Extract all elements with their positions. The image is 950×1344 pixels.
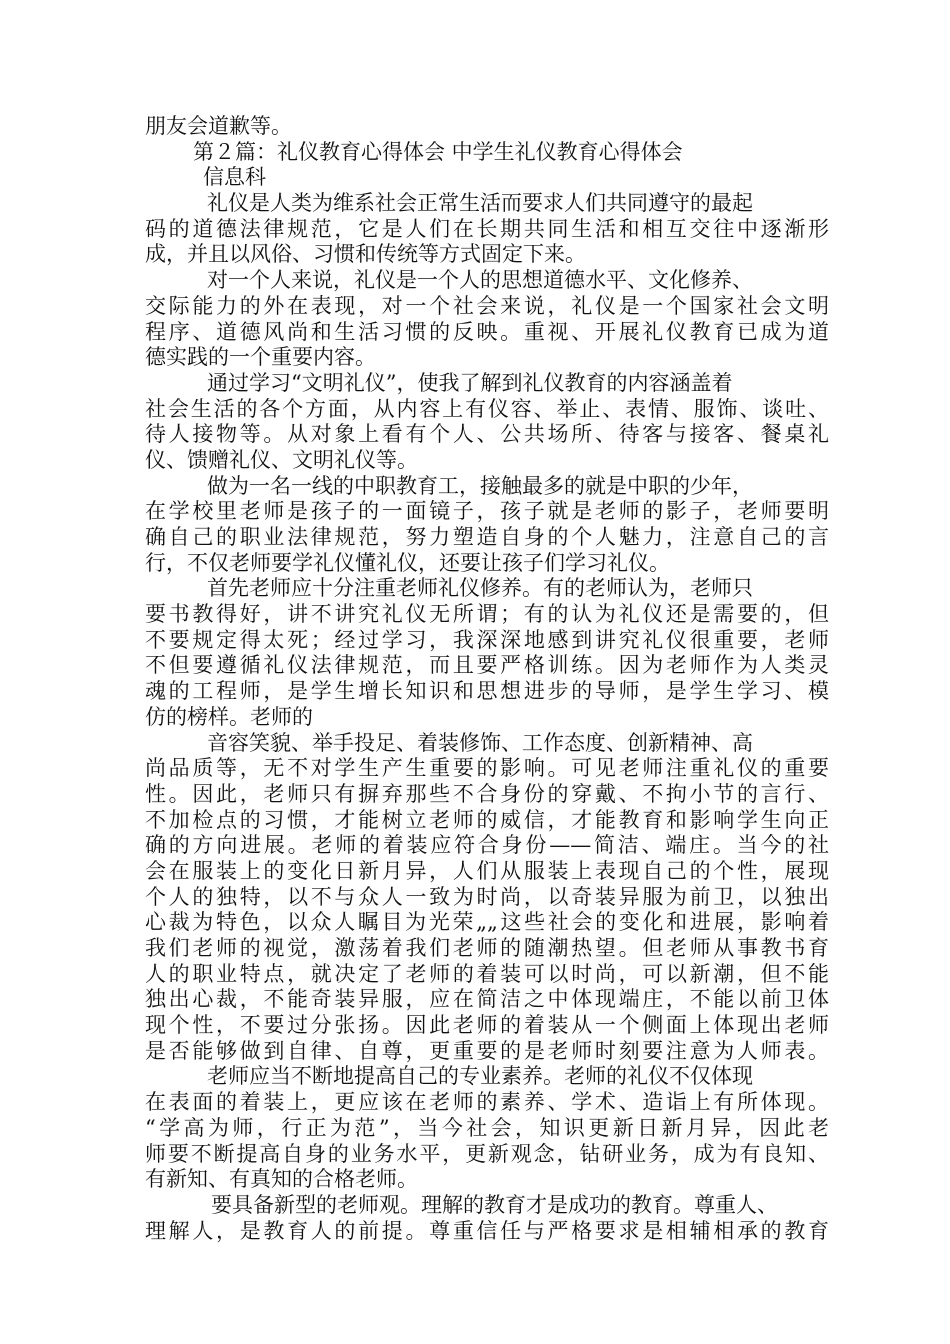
text-line: 确的方向进展。老师的着装应符合身份——简洁、端庄。当今的社 <box>145 833 829 858</box>
text-line: 在学校里老师是孩子的一面镜子，孩子就是老师的影子，老师要明 <box>145 499 829 524</box>
text-line: 不但要遵循礼仪法律规范，而且要严格训练。因为老师作为人类灵 <box>145 653 829 678</box>
text-line: 尚品质等，无不对学生产生重要的影响。可见老师注重礼仪的重要 <box>145 756 829 781</box>
text-line: 仿的榜样。老师的 <box>145 704 313 729</box>
text-line: 是否能够做到自律、自尊，更重要的是老师时刻要注意为人师表。 <box>145 1038 829 1063</box>
text-line: 首先老师应十分注重老师礼仪修养。有的老师认为，老师只 <box>207 576 753 601</box>
text-line: 朋友会道歉等。 <box>145 114 292 138</box>
text-line: 对一个人来说，礼仪是一个人的思想道德水平、文化修养、 <box>207 268 753 293</box>
text-line: 不加检点的习惯，才能树立老师的威信，才能教育和影响学生向正 <box>145 807 829 832</box>
text-line: 社会生活的各个方面，从内容上有仪容、举止、表情、服饰、谈吐、 <box>145 396 829 421</box>
text-line: 人的职业特点，就决定了老师的着装可以时尚，可以新潮，但不能 <box>145 961 829 986</box>
text-line: 个人的独特，以不与众人一致为时尚，以奇装异服为前卫，以独出 <box>145 884 829 909</box>
text-line: 理解人，是教育人的前提。尊重信任与严格要求是相辅相承的教育 <box>145 1218 829 1243</box>
text-line: 交际能力的外在表现，对一个社会来说，礼仪是一个国家社会文明 <box>145 293 829 318</box>
department-label: 信息科 <box>203 165 266 190</box>
text-line: 我们老师的视觉，激荡着我们老师的随潮热望。但老师从事教书育 <box>145 936 829 960</box>
text-line: 确自己的职业法律规范，努力塑造自身的个人魅力，注意自己的言 <box>145 525 829 549</box>
text-line: 程序、道德风尚和生活习惯的反映。重视、开展礼仪教育已成为道 <box>145 319 829 344</box>
text-line: 做为一名一线的中职教育工，接触最多的就是中职的少年， <box>207 473 753 498</box>
text-line: 要书教得好，讲不讲究礼仪无所谓；有的认为礼仪还是需要的，但 <box>145 602 829 627</box>
text-line: 码的道德法律规范，它是人们在长期共同生活和相互交往中逐渐形 <box>145 216 829 241</box>
text-line: 音容笑貌、举手投足、着装修饰、工作态度、创新精神、高 <box>207 730 753 755</box>
text-line: “学高为师，行正为范”，当今社会，知识更新日新月异，因此老 <box>145 1115 829 1140</box>
text-line: 仪、馈赠礼仪、文明礼仪等。 <box>145 447 418 472</box>
text-line: 老师应当不断地提高自己的专业素养。老师的礼仪不仅体现 <box>207 1064 753 1089</box>
text-line: 性。因此，老师只有摒弃那些不合身份的穿戴、不拘小节的言行、 <box>145 781 829 806</box>
document-page <box>145 114 829 1244</box>
text-line: 独出心裁，不能奇装异服，应在简洁之中体现端庄，不能以前卫体 <box>145 987 829 1012</box>
text-line: 有新知、有真知的合格老师。 <box>145 1167 418 1192</box>
text-line: 通过学习“文明礼仪”，使我了解到礼仪教育的内容涵盖着 <box>207 370 733 395</box>
text-line: 心裁为特色，以众人瞩目为光荣„„这些社会的变化和进展，影响着 <box>145 910 829 935</box>
text-line: 要具备新型的老师观。理解的教育才是成功的教育。尊重人、 <box>211 1192 778 1217</box>
text-line: 魂的工程师，是学生增长知识和思想进步的导师，是学生学习、模 <box>145 679 829 704</box>
text-line: 在表面的着装上，更应该在老师的素养、学术、造诣上有所体现。 <box>145 1090 829 1115</box>
text-line: 现个性，不要过分张扬。因此老师的着装从一个侧面上体现出老师 <box>145 1013 829 1038</box>
text-line: 不要规定得太死；经过学习，我深深地感到讲究礼仪很重要，老师 <box>145 627 829 652</box>
text-line: 师要不断提高自身的业务水平，更新观念，钻研业务，成为有良知、 <box>145 1141 829 1166</box>
section-title: 第２篇：礼仪教育心得体会 中学生礼仪教育心得体会 <box>193 139 683 164</box>
text-line: 待人接物等。从对象上看有个人、公共场所、待客与接客、餐桌礼 <box>145 422 829 447</box>
text-line: 会在服装上的变化日新月异，人们从服装上表现自己的个性，展现 <box>145 858 829 883</box>
text-line: 礼仪是人类为维系社会正常生活而要求人们共同遵守的最起 <box>207 191 753 216</box>
text-line: 成，并且以风俗、习惯和传统等方式固定下来。 <box>145 242 586 267</box>
text-line: 行，不仅老师要学礼仪懂礼仪，还要让孩子们学习礼仪。 <box>145 550 670 575</box>
text-line: 德实践的一个重要内容。 <box>145 345 376 370</box>
